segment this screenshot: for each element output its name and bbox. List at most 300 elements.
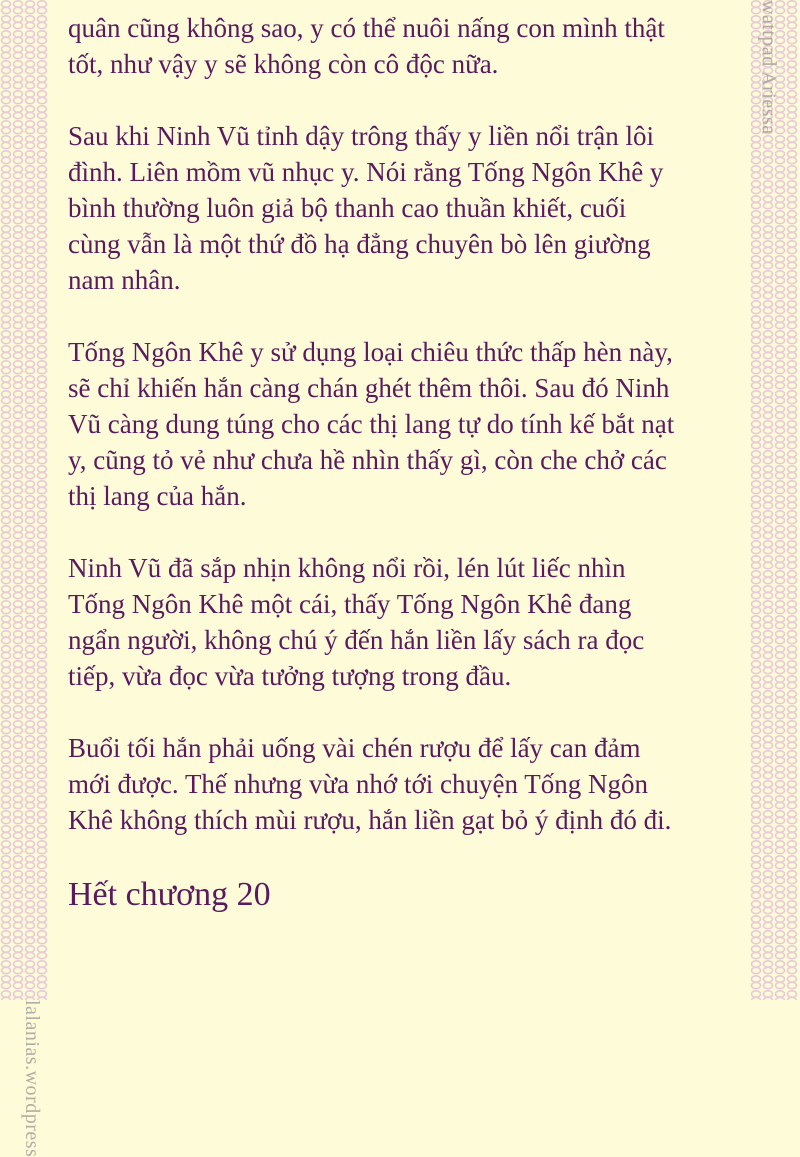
border-loop xyxy=(752,661,761,674)
border-loop xyxy=(38,46,47,59)
border-loop xyxy=(2,901,11,914)
border-loop xyxy=(38,136,47,149)
border-loop xyxy=(776,796,785,809)
border-loop xyxy=(38,856,47,869)
border-loop xyxy=(2,601,11,614)
border-loop xyxy=(788,751,797,764)
border-loop xyxy=(752,721,761,734)
border-loop xyxy=(764,406,773,419)
border-loop xyxy=(38,526,47,539)
border-loop xyxy=(26,106,35,119)
border-loop xyxy=(776,226,785,239)
border-loop xyxy=(764,256,773,269)
border-loop xyxy=(2,556,11,569)
border-loop xyxy=(14,811,23,824)
border-loop xyxy=(752,541,761,554)
border-loop xyxy=(26,751,35,764)
border-loop xyxy=(788,181,797,194)
border-loop xyxy=(764,691,773,704)
border-loop xyxy=(764,166,773,179)
border-loop xyxy=(764,271,773,284)
border-loop xyxy=(14,211,23,224)
border-loop xyxy=(14,886,23,899)
border-loop xyxy=(38,406,47,419)
border-loop xyxy=(752,151,761,164)
border-loop xyxy=(2,406,11,419)
border-loop xyxy=(776,211,785,224)
border-loop xyxy=(26,796,35,809)
border-loop xyxy=(38,976,47,989)
border-loop xyxy=(776,991,785,1000)
border-loop xyxy=(764,151,773,164)
border-loop xyxy=(764,721,773,734)
border-loop xyxy=(788,16,797,29)
border-loop xyxy=(26,811,35,824)
border-loop xyxy=(788,271,797,284)
border-loop xyxy=(2,736,11,749)
border-loop xyxy=(776,556,785,569)
border-loop xyxy=(788,226,797,239)
border-loop xyxy=(2,466,11,479)
border-loop xyxy=(2,751,11,764)
border-loop xyxy=(38,376,47,389)
border-loop xyxy=(752,346,761,359)
border-loop xyxy=(14,706,23,719)
border-loop xyxy=(26,271,35,284)
border-loop xyxy=(2,481,11,494)
border-loop xyxy=(14,526,23,539)
border-loop xyxy=(14,871,23,884)
border-loop xyxy=(752,646,761,659)
border-loop xyxy=(26,946,35,959)
border-loop xyxy=(776,286,785,299)
border-loop xyxy=(2,391,11,404)
border-loop xyxy=(26,661,35,674)
border-loop xyxy=(764,496,773,509)
border-loop xyxy=(776,616,785,629)
border-loop xyxy=(38,706,47,719)
border-loop xyxy=(764,601,773,614)
border-loop xyxy=(776,661,785,674)
border-loop xyxy=(764,736,773,749)
border-loop xyxy=(788,811,797,824)
border-loop xyxy=(38,796,47,809)
border-loop xyxy=(764,751,773,764)
border-loop xyxy=(752,586,761,599)
border-loop xyxy=(14,826,23,839)
border-loop xyxy=(752,511,761,524)
border-loop xyxy=(14,781,23,794)
border-loop xyxy=(2,571,11,584)
border-loop xyxy=(752,916,761,929)
border-loop xyxy=(2,676,11,689)
border-loop xyxy=(26,136,35,149)
border-loop xyxy=(776,181,785,194)
border-loop xyxy=(14,511,23,524)
border-loop xyxy=(38,901,47,914)
border-loop xyxy=(2,856,11,869)
border-loop xyxy=(788,106,797,119)
border-loop xyxy=(776,241,785,254)
border-loop xyxy=(38,481,47,494)
border-loop xyxy=(14,541,23,554)
border-loop xyxy=(764,481,773,494)
border-loop xyxy=(788,31,797,44)
paragraph: Ninh Vũ đã sắp nhịn không nổi rồi, lén lút liếc nhìn Tống Ngôn Khê một cái, thấy Tống Ngôn Khê đang ngẩn người, không chú ý đến hắn liền lấy sách ra đọc tiếp, vừa đọc vừa tưởng tượng trong đầu. xyxy=(68,553,645,691)
border-loop xyxy=(26,481,35,494)
border-loop xyxy=(14,436,23,449)
border-loop xyxy=(26,721,35,734)
border-loop xyxy=(764,661,773,674)
right-decorative-border xyxy=(750,0,800,1000)
border-loop xyxy=(752,376,761,389)
border-loop xyxy=(764,706,773,719)
border-loop xyxy=(14,601,23,614)
border-loop xyxy=(752,436,761,449)
border-loop xyxy=(14,931,23,944)
border-loop xyxy=(14,451,23,464)
border-loop xyxy=(14,946,23,959)
border-loop xyxy=(2,691,11,704)
border-loop xyxy=(38,571,47,584)
border-loop xyxy=(14,61,23,74)
border-loop xyxy=(26,151,35,164)
border-loop xyxy=(764,811,773,824)
border-loop xyxy=(26,691,35,704)
border-loop xyxy=(776,256,785,269)
border-loop xyxy=(776,271,785,284)
border-loop xyxy=(26,466,35,479)
border-loop xyxy=(38,316,47,329)
border-loop xyxy=(776,496,785,509)
border-loop xyxy=(38,946,47,959)
border-loop xyxy=(26,511,35,524)
border-loop xyxy=(752,676,761,689)
paragraph: Sau khi Ninh Vũ tỉnh dậy trông thấy y liền nổi trận lôi đình. Liên mồm vũ nhục y. Nói rằng Tống Ngôn Khê y bình thường luôn giả bộ thanh cao thuần khiết, cuối cùng vẫn là một thứ đồ hạ đẳng chuyên bò lên giường nam nhân. xyxy=(68,121,664,295)
border-loop xyxy=(788,376,797,389)
border-loop xyxy=(38,826,47,839)
border-loop xyxy=(38,736,47,749)
border-loop xyxy=(788,406,797,419)
border-loop xyxy=(38,436,47,449)
border-loop xyxy=(26,1,35,14)
border-loop xyxy=(752,856,761,869)
border-loop xyxy=(14,256,23,269)
border-loop xyxy=(764,331,773,344)
border-loop xyxy=(26,316,35,329)
border-loop xyxy=(776,601,785,614)
border-loop xyxy=(26,631,35,644)
border-loop xyxy=(2,301,11,314)
border-loop xyxy=(764,886,773,899)
border-loop xyxy=(14,556,23,569)
border-loop xyxy=(14,676,23,689)
border-loop xyxy=(752,991,761,1000)
border-loop xyxy=(14,226,23,239)
border-loop xyxy=(26,286,35,299)
border-loop xyxy=(776,706,785,719)
border-loop xyxy=(764,991,773,1000)
border-loop xyxy=(776,631,785,644)
border-loop xyxy=(38,166,47,179)
border-loop xyxy=(776,976,785,989)
border-loop xyxy=(752,481,761,494)
border-loop xyxy=(764,376,773,389)
border-loop xyxy=(26,841,35,854)
border-loop xyxy=(2,826,11,839)
border-loop xyxy=(14,631,23,644)
border-loop xyxy=(788,736,797,749)
border-loop xyxy=(764,946,773,959)
border-loop xyxy=(14,241,23,254)
border-loop xyxy=(2,811,11,824)
border-loop xyxy=(2,121,11,134)
border-loop xyxy=(764,871,773,884)
border-loop xyxy=(38,226,47,239)
border-loop xyxy=(788,886,797,899)
border-loop xyxy=(2,721,11,734)
border-loop xyxy=(764,301,773,314)
border-loop xyxy=(14,286,23,299)
border-loop xyxy=(2,331,11,344)
border-loop xyxy=(776,781,785,794)
border-loop xyxy=(26,346,35,359)
border-loop xyxy=(752,751,761,764)
border-loop xyxy=(776,571,785,584)
border-loop xyxy=(752,136,761,149)
border-loop xyxy=(788,856,797,869)
border-loop xyxy=(752,211,761,224)
border-loop xyxy=(776,856,785,869)
border-loop xyxy=(788,391,797,404)
border-loop xyxy=(788,841,797,854)
border-loop xyxy=(776,151,785,164)
left-decorative-border xyxy=(0,0,50,1000)
border-loop xyxy=(14,271,23,284)
border-loop xyxy=(752,571,761,584)
border-loop xyxy=(26,541,35,554)
border-loop xyxy=(38,556,47,569)
border-loop xyxy=(38,631,47,644)
border-loop xyxy=(26,901,35,914)
border-loop xyxy=(26,826,35,839)
border-loop xyxy=(2,706,11,719)
border-loop xyxy=(2,91,11,104)
border-loop xyxy=(26,736,35,749)
border-loop xyxy=(38,1,47,14)
border-loop xyxy=(752,826,761,839)
border-loop xyxy=(2,151,11,164)
border-loop xyxy=(14,586,23,599)
border-loop xyxy=(776,886,785,899)
border-loop xyxy=(38,676,47,689)
border-loop xyxy=(788,331,797,344)
border-loop xyxy=(26,556,35,569)
paragraph: Tống Ngôn Khê y sử dụng loại chiêu thức thấp hèn này, sẽ chỉ khiến hắn càng chán ghét thêm thôi. Sau đó Ninh Vũ càng dung túng cho các thị lang tự do tính kế bắt nạt y, cũng tỏ vẻ như chưa hề nhìn thấy gì, còn che chở các thị lang của hắn. xyxy=(68,337,675,511)
border-loop xyxy=(26,886,35,899)
border-loop xyxy=(764,616,773,629)
border-loop xyxy=(14,856,23,869)
border-loop xyxy=(2,211,11,224)
border-loop xyxy=(2,166,11,179)
border-loop xyxy=(2,421,11,434)
border-loop xyxy=(788,586,797,599)
border-loop xyxy=(752,226,761,239)
border-loop xyxy=(26,406,35,419)
border-loop xyxy=(788,571,797,584)
border-loop xyxy=(2,241,11,254)
border-loop xyxy=(752,166,761,179)
border-loop xyxy=(788,976,797,989)
border-loop xyxy=(788,421,797,434)
border-loop xyxy=(14,991,23,1000)
border-loop xyxy=(26,61,35,74)
border-loop xyxy=(38,511,47,524)
border-loop xyxy=(2,196,11,209)
border-loop xyxy=(14,901,23,914)
border-loop xyxy=(788,496,797,509)
border-loop xyxy=(776,136,785,149)
border-loop xyxy=(26,856,35,869)
border-loop xyxy=(26,676,35,689)
border-loop xyxy=(14,496,23,509)
border-loop xyxy=(14,31,23,44)
border-loop xyxy=(788,691,797,704)
left-border-pattern xyxy=(0,0,50,1000)
border-loop xyxy=(26,331,35,344)
border-loop xyxy=(788,136,797,149)
border-loop xyxy=(26,766,35,779)
border-loop xyxy=(776,841,785,854)
border-loop xyxy=(788,721,797,734)
border-loop xyxy=(788,931,797,944)
border-loop xyxy=(14,616,23,629)
border-loop xyxy=(764,361,773,374)
border-loop xyxy=(26,46,35,59)
border-loop xyxy=(2,526,11,539)
border-loop xyxy=(2,511,11,524)
border-loop xyxy=(752,466,761,479)
border-loop xyxy=(788,991,797,1000)
border-loop xyxy=(788,511,797,524)
border-loop xyxy=(26,391,35,404)
border-loop xyxy=(2,946,11,959)
border-loop xyxy=(788,121,797,134)
border-loop xyxy=(764,346,773,359)
chapter-end-heading: Hết chương 20 xyxy=(68,876,271,913)
paragraph: quân cũng không sao, y có thể nuôi nấng con mình thật tốt, như vậy y sẽ không còn cô độc nữa. xyxy=(68,13,665,79)
border-loop xyxy=(38,841,47,854)
border-loop xyxy=(776,196,785,209)
border-loop xyxy=(752,976,761,989)
border-loop xyxy=(14,406,23,419)
border-loop xyxy=(2,541,11,554)
border-loop xyxy=(752,301,761,314)
border-loop xyxy=(2,646,11,659)
border-loop xyxy=(788,466,797,479)
border-loop xyxy=(2,586,11,599)
border-loop xyxy=(26,616,35,629)
border-loop xyxy=(752,406,761,419)
border-loop xyxy=(788,766,797,779)
border-loop xyxy=(38,346,47,359)
border-loop xyxy=(752,391,761,404)
border-loop xyxy=(752,451,761,464)
border-loop xyxy=(26,181,35,194)
border-loop xyxy=(2,16,11,29)
border-loop xyxy=(776,586,785,599)
border-loop xyxy=(26,916,35,929)
border-loop xyxy=(764,781,773,794)
border-loop xyxy=(38,601,47,614)
border-loop xyxy=(788,526,797,539)
border-loop xyxy=(752,256,761,269)
border-loop xyxy=(2,496,11,509)
border-loop xyxy=(752,691,761,704)
border-loop xyxy=(788,661,797,674)
border-loop xyxy=(764,571,773,584)
border-loop xyxy=(776,691,785,704)
border-loop xyxy=(2,916,11,929)
border-loop xyxy=(2,631,11,644)
border-loop xyxy=(764,976,773,989)
border-loop xyxy=(788,316,797,329)
border-loop xyxy=(752,901,761,914)
border-loop xyxy=(14,106,23,119)
border-loop xyxy=(26,16,35,29)
border-loop xyxy=(776,961,785,974)
border-loop xyxy=(752,631,761,644)
border-loop xyxy=(2,136,11,149)
border-loop xyxy=(752,961,761,974)
border-loop xyxy=(14,91,23,104)
border-loop xyxy=(764,826,773,839)
border-loop xyxy=(14,136,23,149)
border-loop xyxy=(26,376,35,389)
border-loop xyxy=(776,931,785,944)
border-loop xyxy=(752,361,761,374)
border-loop xyxy=(776,376,785,389)
border-loop xyxy=(38,886,47,899)
border-loop xyxy=(26,586,35,599)
border-loop xyxy=(2,871,11,884)
border-loop xyxy=(788,301,797,314)
border-loop xyxy=(2,451,11,464)
border-loop xyxy=(26,976,35,989)
border-loop xyxy=(14,961,23,974)
border-loop xyxy=(14,316,23,329)
border-loop xyxy=(788,901,797,914)
border-loop xyxy=(764,226,773,239)
border-loop xyxy=(38,661,47,674)
border-loop xyxy=(776,526,785,539)
border-loop xyxy=(788,211,797,224)
border-loop xyxy=(38,541,47,554)
border-loop xyxy=(764,961,773,974)
border-loop xyxy=(38,211,47,224)
border-loop xyxy=(752,616,761,629)
border-loop xyxy=(788,631,797,644)
border-loop xyxy=(14,361,23,374)
border-loop xyxy=(2,76,11,89)
border-loop xyxy=(752,796,761,809)
border-loop xyxy=(776,766,785,779)
border-loop xyxy=(2,256,11,269)
border-loop xyxy=(776,946,785,959)
border-loop xyxy=(38,361,47,374)
border-loop xyxy=(776,391,785,404)
border-loop xyxy=(752,781,761,794)
